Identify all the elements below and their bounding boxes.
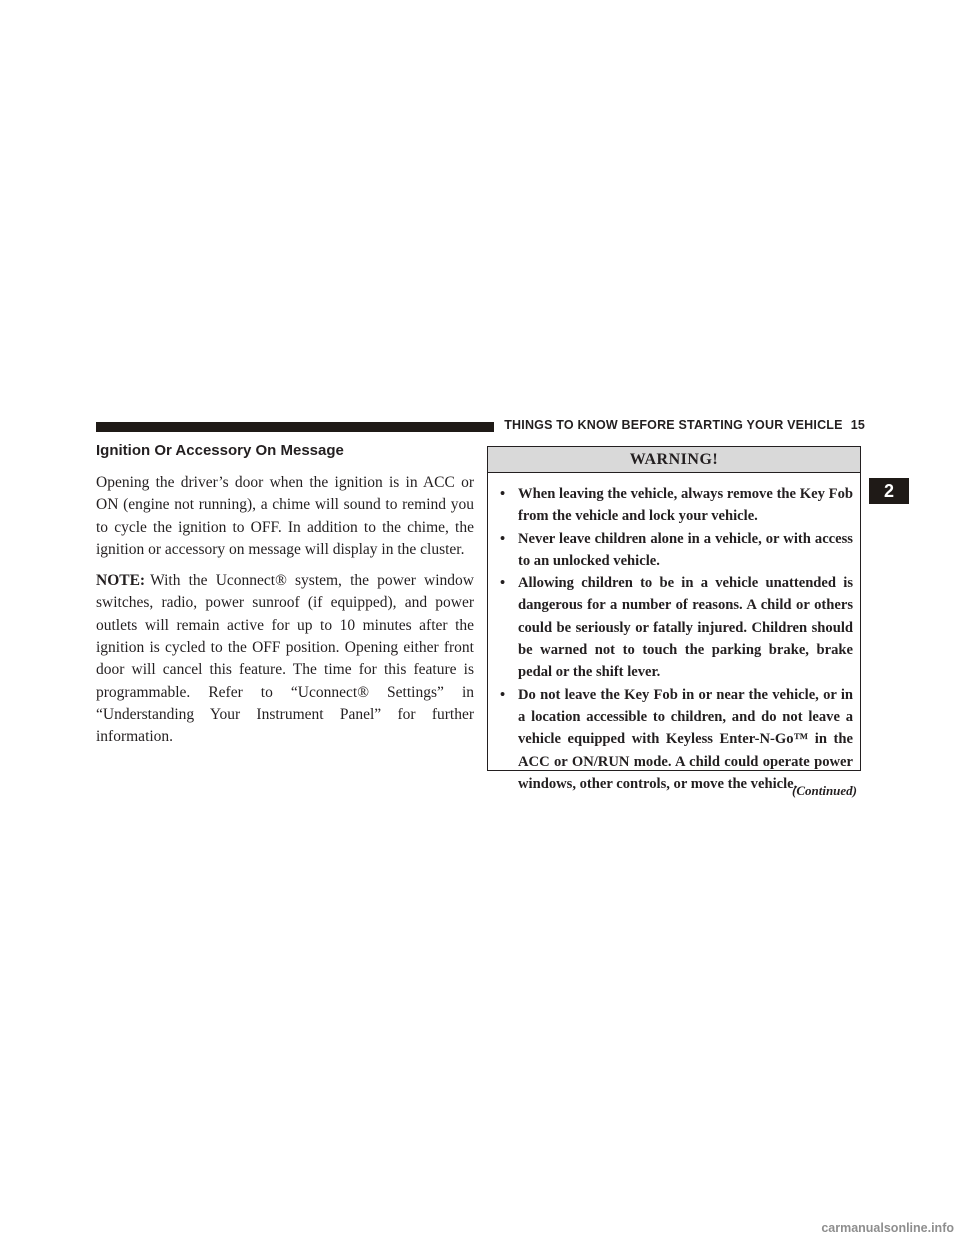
bullet-icon: • bbox=[500, 575, 506, 592]
warning-item-text: Allowing children to be in a vehicle unattended is dangerous for a number of reasons. A child or others could be seriously or fatally injured. Children should be warned not to touch the parking brake, brake pedal or the shift lever. bbox=[518, 575, 853, 681]
page-number: 15 bbox=[850, 418, 865, 432]
chapter-tab[interactable]: 2 bbox=[869, 478, 909, 504]
warning-item bbox=[500, 684, 853, 795]
note-label: NOTE: bbox=[96, 572, 146, 590]
bullet-icon: • bbox=[500, 530, 506, 547]
warning-item bbox=[500, 572, 853, 683]
header-title: THINGS TO KNOW BEFORE STARTING YOUR VEHICLE bbox=[504, 418, 843, 432]
body-paragraph: Opening the driver’s door when the ignition is in ACC or ON (engine not running), a chime will sound to remind you to cycle the ignition to OFF. In addition to the chime, the ignition or accessory on message will display in the cluster. bbox=[96, 474, 474, 558]
warning-item-text: Do not leave the Key Fob in or near the vehicle, or in a location accessible to children, and do not leave a vehicle equipped with Keyless Enter-N-Go™ in the ACC or ON/RUN mode. A child could operate power windows, other controls, or move the vehicle. bbox=[518, 686, 853, 792]
section-title: Ignition Or Accessory On Message bbox=[96, 442, 344, 459]
note-text: With the Uconnect® system, the power window switches, radio, power sunroof (if equipped), and power outlets will remain active for up to 10 minutes after the ignition is cycled to the OFF position. Opening either front door will cancel this feature. The time for this feature is programmable. Refer to “Uconnect® Settings” in “Understanding Your Instrument Panel” for further information. bbox=[96, 572, 474, 746]
note-paragraph bbox=[96, 570, 474, 748]
bullet-icon: • bbox=[500, 686, 506, 703]
warning-item bbox=[500, 528, 853, 573]
warning-item-text: Never leave children alone in a vehicle, or with access to an unlocked vehicle. bbox=[518, 530, 853, 569]
warning-item-text: When leaving the vehicle, always remove the Key Fob from the vehicle and lock your vehicle. bbox=[518, 486, 853, 525]
warning-title: WARNING! bbox=[488, 447, 860, 473]
running-header bbox=[503, 418, 865, 432]
header-rule bbox=[96, 422, 494, 432]
main-column bbox=[96, 441, 474, 758]
continued-label: (Continued) bbox=[791, 783, 857, 798]
bullet-icon: • bbox=[500, 486, 506, 502]
watermark: carmanualsonline.info bbox=[821, 1221, 954, 1235]
warning-item bbox=[500, 483, 853, 528]
warning-list bbox=[488, 473, 860, 795]
